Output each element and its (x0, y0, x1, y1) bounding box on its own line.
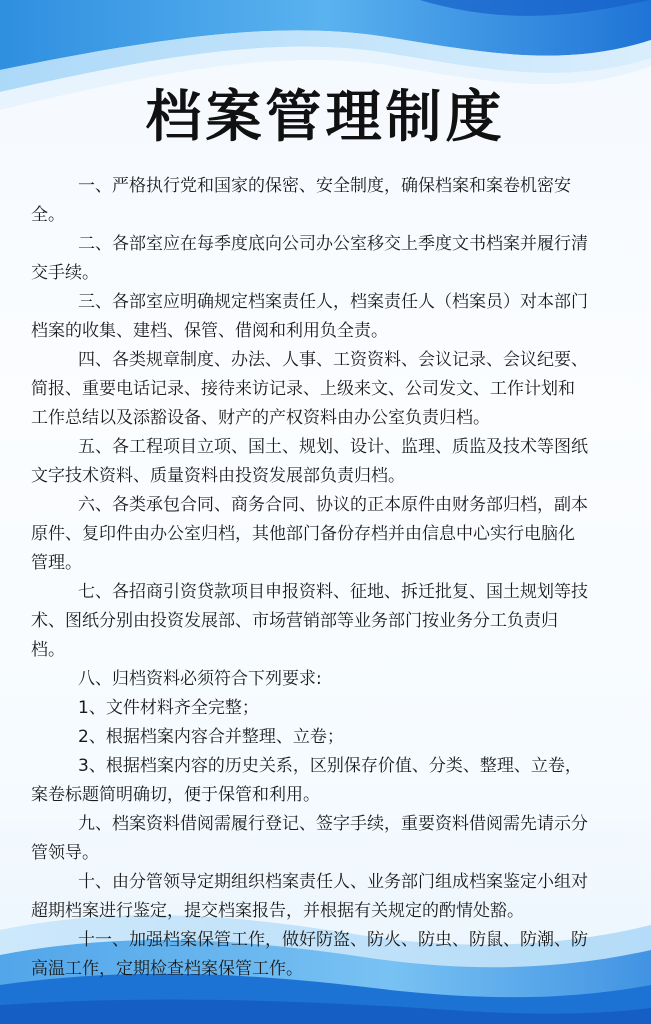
regulation-item-11: 十一、加强档案保管工作，做好防盗、防火、防虫、防鼠、防潮、防高温工作，定期检查档案保管工作。 (31, 930, 588, 979)
requirement-item-2: 2、根据档案内容合并整理、立卷； (78, 727, 344, 747)
page-title: 档案管理制度 (145, 85, 506, 150)
regulation-item-4: 四、各类规章制度、办法、人事、工资资料、会议记录、会议纪要、简报、重要电话记录、接待来访记录、上级来文、公司发文、工作计划和工作总结以及添豁设备、财产的产权资料由办公室负责归档。 (31, 350, 588, 428)
regulation-item-9: 九、档案资料借阅需履行登记、签字手续，重要资料借阅需先请示分管领导。 (31, 814, 588, 863)
regulation-item-7: 七、各招商引资贷款项目申报资料、征地、拆迁批复、国土规划等技术、图纸分别由投资发展部、市场营销部等业务部门按业务分工负责归档。 (31, 582, 588, 660)
regulation-item-3: 三、各部室应明确规定档案责任人，档案责任人（档案员）对本部门档案的收集、建档、保管、借阅和利用负全责。 (31, 292, 588, 341)
regulation-item-8: 八、归档资料必须符合下列要求: (78, 669, 322, 689)
regulation-item-2: 二、各部室应在每季度底向公司办公室移交上季度文书档案并履行清交手续。 (31, 234, 588, 283)
requirement-item-1: 1、文件材料齐全完整； (78, 698, 259, 718)
requirement-item-3: 3、根据档案内容的历史关系，区别保存价值、分类、整理、立卷，案卷标题简明确切，便于保管和利用。 (31, 756, 582, 805)
regulation-item-6: 六、各类承包合同、商务合同、协议的正本原件由财务部归档，副本原件、复印件由办公室归档，其他部门备份存档并由信息中心实行电脑化管理。 (31, 495, 588, 573)
regulation-body (31, 172, 591, 984)
regulation-item-1: 一、严格执行党和国家的保密、安全制度，确保档案和案卷机密安全。 (31, 176, 571, 225)
regulation-item-5: 五、各工程项目立项、国土、规划、设计、监理、质监及技术等图纸文字技术资料、质量资料由投资发展部负责归档。 (31, 437, 588, 486)
regulation-item-10: 十、由分管领导定期组织档案责任人、业务部门组成档案鉴定小组对超期档案进行鉴定，提交档案报告，并根据有关规定的酌情处豁。 (31, 872, 588, 921)
